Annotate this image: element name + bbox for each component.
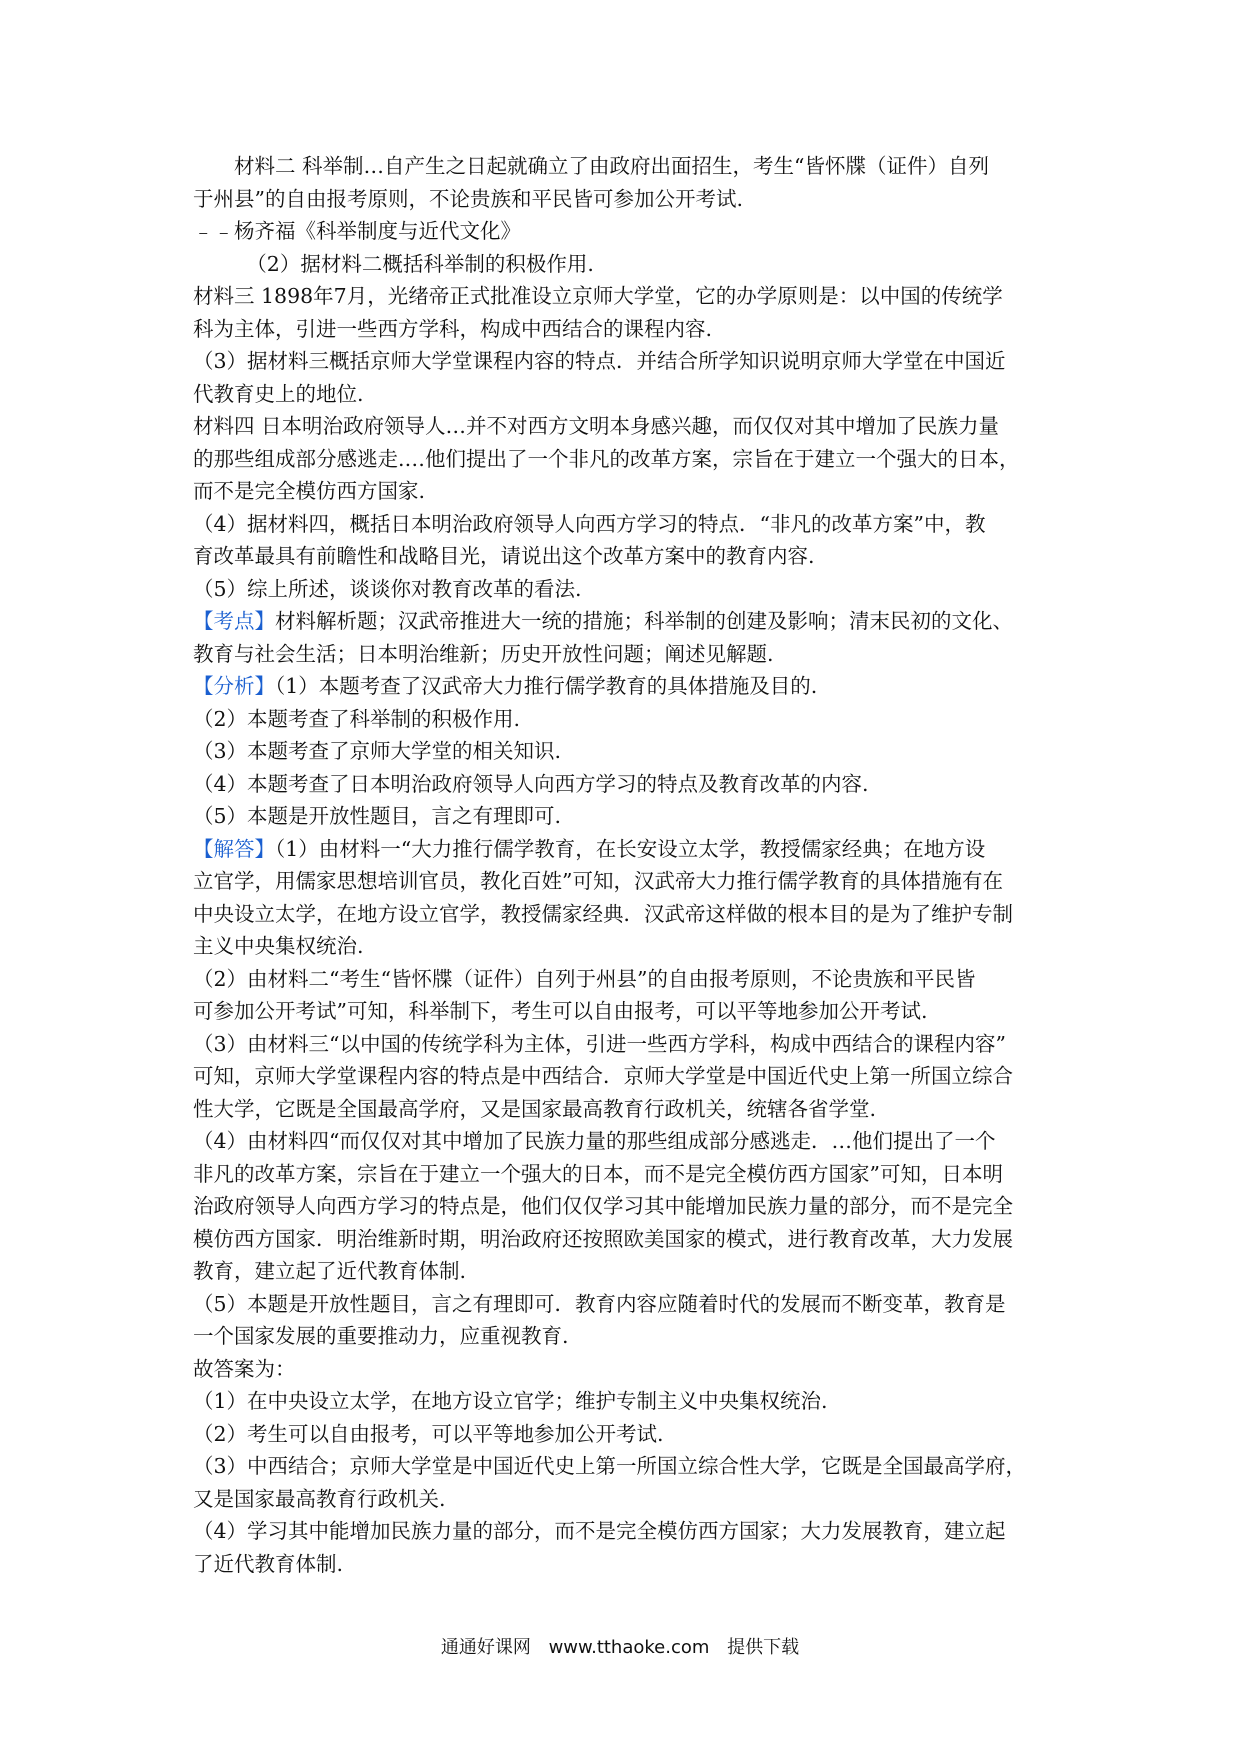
line-text: （5）本题是开放性题目，言之有理即可．教育内容应随着时代的发展而不断变革，教育是 [193, 1291, 1006, 1316]
line-text: （5）综上所述，谈谈你对教育改革的看法. [193, 576, 582, 601]
footer-site-name: 通通好课网 [440, 1637, 531, 1658]
text-line [193, 1548, 1065, 1581]
line-text: （1）由材料一“大力推行儒学教育，在长安设立太学，教授儒家经典；在地方设 [275, 836, 986, 861]
line-text: 又是国家最高教育行政机关. [193, 1486, 446, 1511]
text-line [193, 735, 1065, 768]
text-line [193, 508, 1065, 541]
text-line [193, 378, 1065, 411]
footer-suffix: 提供下载 [727, 1637, 800, 1658]
text-line [193, 475, 1065, 508]
line-text: 中央设立太学，在地方设立官学，教授儒家经典．汉武帝这样做的根本目的是为了维护专制 [193, 901, 1013, 926]
line-text: （2）考生可以自由报考，可以平等地参加公开考试. [193, 1421, 664, 1446]
text-line [193, 1320, 1065, 1353]
line-text: （3）由材料三“以中国的传统学科为主体，引进一些西方学科，构成中西结合的课程内容” [193, 1031, 1007, 1056]
text-line [193, 898, 1065, 931]
line-text: 材料二 科举制…自产生之日起就确立了由政府出面招生，考生“皆怀牒（证件）自列 [234, 154, 989, 178]
line-text: 的那些组成部分感逃走.…他们提出了一个非凡的改革方案，宗旨在于建立一个强大的日本， [193, 446, 1020, 471]
text-line [193, 768, 1065, 801]
text-line [193, 605, 1065, 638]
line-text: （2）由材料二“考生“皆怀牒（证件）自列于州县”的自由报考原则，不论贵族和平民皆 [193, 966, 976, 991]
line-text: （2）据材料二概括科举制的积极作用. [246, 251, 594, 276]
line-text: 可参加公开考试”可知，科举制下，考生可以自由报考，可以平等地参加公开考试. [193, 999, 928, 1023]
text-line [193, 1028, 1065, 1061]
line-text: 非凡的改革方案，宗旨在于建立一个强大的日本，而不是完全模仿西方国家”可知，日本明 [193, 1161, 1003, 1186]
text-line [193, 930, 1065, 963]
text-line [193, 313, 1065, 346]
line-text: （1）本题考查了汉武帝大力推行儒学教育的具体措施及目的. [275, 674, 818, 698]
text-line [193, 150, 1065, 183]
line-text: （4）学习其中能增加民族力量的部分，而不是完全模仿西方国家；大力发展教育，建立起 [193, 1519, 1006, 1543]
text-line [193, 345, 1065, 378]
text-line [193, 1353, 1065, 1386]
line-text: 立官学，用儒家思想培训官员，教化百姓”可知，汉武帝大力推行儒学教育的具体措施有在 [193, 869, 1003, 893]
document-body [193, 150, 1065, 1580]
line-text: 代教育史上的地位. [193, 381, 364, 406]
line-text: （3）本题考查了京师大学堂的相关知识. [193, 739, 562, 763]
line-text: 材料解析题；汉武帝推进大一统的措施；科举制的创建及影响；清末民初的文化、 [275, 609, 1013, 633]
text-line [193, 638, 1065, 671]
line-text: 材料四 日本明治政府领导人…并不对西方文明本身感兴趣，而仅仅对其中增加了民族力量 [193, 414, 1000, 438]
text-line [193, 443, 1065, 476]
text-line [193, 1223, 1065, 1256]
text-line [193, 183, 1065, 216]
section-tag: 【解答】 [193, 836, 275, 861]
line-text: 材料三 1898年7月，光绪帝正式批准设立京师大学堂，它的办学原则是：以中国的传统学 [193, 284, 1003, 308]
text-line [193, 1060, 1065, 1093]
text-line [193, 215, 1065, 248]
line-text: 教育，建立起了近代教育体制. [193, 1259, 467, 1283]
line-text: （4）由材料四“而仅仅对其中增加了民族力量的那些组成部分感逃走．…他们提出了一个 [193, 1129, 996, 1153]
line-text: （3）中西结合；京师大学堂是中国近代史上第一所国立综合性大学，它既是全国最高学府， [193, 1454, 1027, 1478]
text-line [193, 1385, 1065, 1418]
text-line [193, 410, 1065, 443]
line-text: 于州县”的自由报考原则，不论贵族和平民皆可参加公开考试. [193, 186, 743, 211]
text-line [193, 1450, 1065, 1483]
text-line [193, 1125, 1065, 1158]
line-text: （4）据材料四，概括日本明治政府领导人向西方学习的特点．“非凡的改革方案”中，教 [193, 511, 986, 536]
text-line [193, 963, 1065, 996]
line-text: （1）在中央设立太学，在地方设立官学；维护专制主义中央集权统治. [193, 1389, 828, 1413]
section-tag: 【考点】 [193, 609, 275, 633]
text-line [193, 670, 1065, 703]
line-text: 科为主体，引进一些西方学科，构成中西结合的课程内容. [193, 316, 713, 341]
text-line [193, 1190, 1065, 1223]
line-text: ﹣﹣杨齐福《科举制度与近代文化》 [193, 219, 521, 243]
line-text: 模仿西方国家．明治维新时期，明治政府还按照欧美国家的模式，进行教育改革，大力发展 [193, 1226, 1013, 1251]
line-text: 育改革最具有前瞻性和战略目光，请说出这个改革方案中的教育内容. [193, 544, 815, 568]
text-line [193, 540, 1065, 573]
line-text: 可知，京师大学堂课程内容的特点是中西结合．京师大学堂是中国近代史上第一所国立综合 [193, 1064, 1013, 1088]
text-line [193, 865, 1065, 898]
text-line [193, 833, 1065, 866]
text-line [193, 280, 1065, 313]
line-text: （4）本题考查了日本明治政府领导人向西方学习的特点及教育改革的内容. [193, 771, 869, 796]
text-line [193, 573, 1065, 606]
text-line [193, 1158, 1065, 1191]
text-line [193, 1515, 1065, 1548]
line-text: 而不是完全模仿西方国家. [193, 479, 426, 503]
text-line [193, 1093, 1065, 1126]
text-line [193, 703, 1065, 736]
text-line [193, 1288, 1065, 1321]
line-text: 主义中央集权统治. [193, 934, 364, 958]
line-text: 治政府领导人向西方学习的特点是，他们仅仅学习其中能增加民族力量的部分，而不是完全 [193, 1194, 1013, 1218]
line-text: 了近代教育体制. [193, 1551, 344, 1576]
line-text: 教育与社会生活；日本明治维新；历史开放性问题；阐述见解题. [193, 641, 774, 666]
text-line [193, 995, 1065, 1028]
text-line [193, 1255, 1065, 1288]
line-text: 性大学，它既是全国最高学府，又是国家最高教育行政机关，统辖各省学堂. [193, 1096, 877, 1121]
line-text: （3）据材料三概括京师大学堂课程内容的特点．并结合所学知识说明京师大学堂在中国近 [193, 349, 1006, 373]
section-tag: 【分析】 [193, 674, 275, 698]
footer-url[interactable]: www.tthaoke.com [548, 1637, 710, 1658]
text-line [193, 1483, 1065, 1516]
line-text: 故答案为： [193, 1356, 296, 1381]
page-footer [0, 1633, 1240, 1659]
text-line [193, 800, 1065, 833]
line-text: （2）本题考查了科举制的积极作用. [193, 706, 521, 731]
text-line [193, 1418, 1065, 1451]
line-text: 一个国家发展的重要推动力，应重视教育. [193, 1324, 569, 1348]
text-line [193, 248, 1065, 281]
line-text: （5）本题是开放性题目，言之有理即可. [193, 804, 562, 828]
